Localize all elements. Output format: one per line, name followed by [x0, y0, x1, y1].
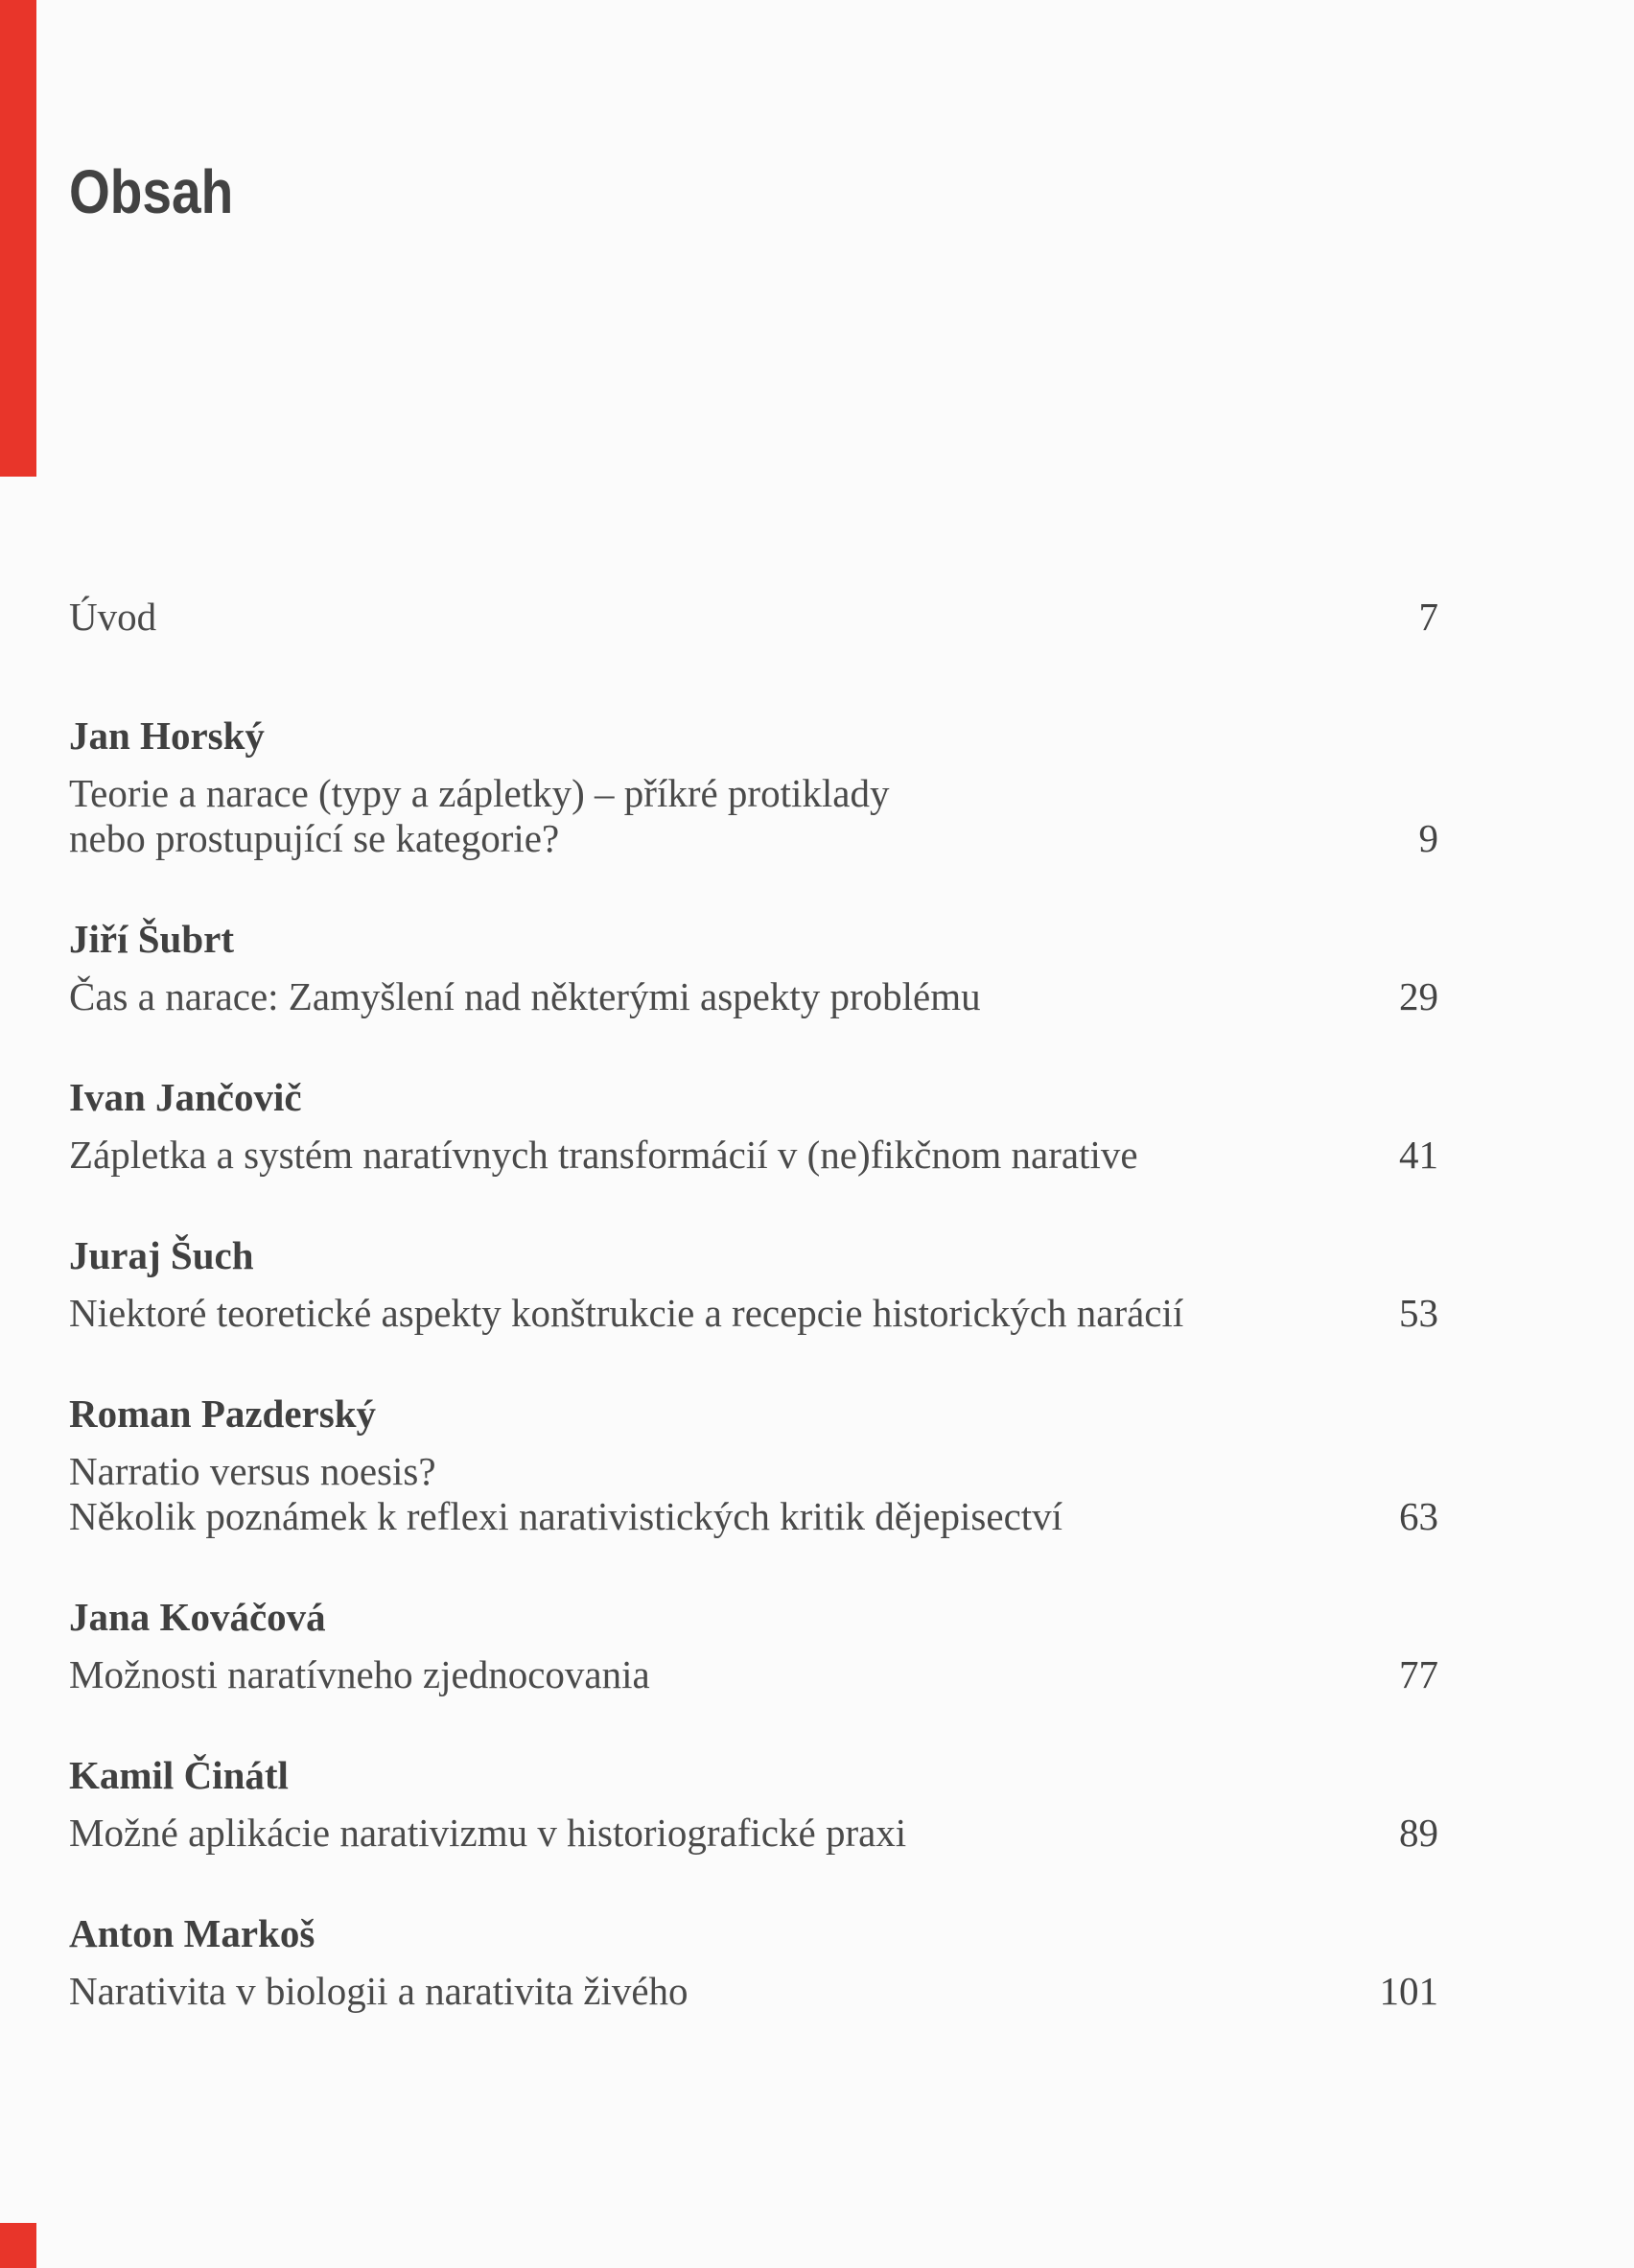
- page-title: Obsah: [69, 157, 234, 226]
- toc-entry-title-line: Úvod: [69, 595, 157, 639]
- red-cover-edge-bottom: [0, 2223, 36, 2268]
- toc-entry-author: Juraj Šuch: [69, 1233, 254, 1277]
- toc-entry: [69, 595, 1438, 640]
- toc-entry-title-line: Niektoré teoretické aspekty konštrukcie a recepcie historických narácií: [69, 1291, 1184, 1335]
- toc-entry-title-line: Možnosti naratívneho zjednocovania: [69, 1652, 650, 1696]
- red-cover-edge-top: [0, 0, 36, 477]
- toc-entry-page-number: 7: [1418, 595, 1438, 639]
- toc-entry-author: Jiří Šubrt: [69, 917, 234, 961]
- toc-entry-title-line: Možné aplikácie narativizmu v historiografické praxi: [69, 1811, 907, 1855]
- toc-entry-title-line: Čas a narace: Zamyšlení nad některými aspekty problému: [69, 974, 981, 1018]
- toc-entry: [69, 713, 1438, 861]
- toc-entry-page-number: 63: [1399, 1494, 1438, 1538]
- toc-entry-text: [69, 1595, 1361, 1697]
- toc-entry-text: [69, 1391, 1361, 1539]
- toc-entry: [69, 1391, 1438, 1539]
- toc-entry-author: Kamil Činátl: [69, 1753, 289, 1797]
- toc-entry: [69, 1753, 1438, 1856]
- toc-entry-title-line: Zápletka a systém naratívnych transformácií v (ne)fikčnom narative: [69, 1133, 1138, 1177]
- toc-entry-title-line: Několik poznámek k reflexi narativistických kritik dějepisectví: [69, 1494, 1063, 1538]
- toc-entry-text: [69, 1911, 1342, 2014]
- toc-entry-page-number: 89: [1399, 1811, 1438, 1855]
- toc-entry-author: Ivan Jančovič: [69, 1075, 302, 1119]
- toc-entry: [69, 1075, 1438, 1178]
- toc-entry-author: Jana Kováčová: [69, 1595, 326, 1639]
- toc-entry: [69, 1595, 1438, 1697]
- toc-entry-page-number: 29: [1399, 974, 1438, 1018]
- toc-entry: [69, 917, 1438, 1019]
- toc-entry-title-line: Narratio versus noesis?: [69, 1449, 436, 1493]
- toc-list: [69, 595, 1438, 2069]
- toc-entry-page-number: 77: [1399, 1652, 1438, 1696]
- toc-entry-page-number: 101: [1379, 1969, 1438, 2013]
- toc-entry-title-line: Narativita v biologii a narativita živého: [69, 1969, 689, 2013]
- toc-entry-author: Jan Horský: [69, 713, 265, 758]
- toc-entry-text: [69, 1753, 1361, 1856]
- toc-entry-author: Anton Markoš: [69, 1911, 315, 1955]
- toc-entry-text: [69, 595, 1381, 640]
- toc-entry-text: [69, 1075, 1361, 1178]
- toc-entry-text: [69, 917, 1361, 1019]
- toc-entry-text: [69, 1233, 1361, 1336]
- toc-entry-author: Roman Pazderský: [69, 1391, 377, 1436]
- toc-entry-title-line: nebo prostupující se kategorie?: [69, 816, 560, 860]
- toc-entry: [69, 1233, 1438, 1336]
- toc-entry: [69, 1911, 1438, 2014]
- toc-entry-title-line: Teorie a narace (typy a zápletky) – příkré protiklady: [69, 771, 890, 815]
- toc-entry-text: [69, 713, 1381, 861]
- toc-entry-page-number: 53: [1399, 1291, 1438, 1335]
- toc-entry-page-number: 41: [1399, 1133, 1438, 1177]
- toc-entry-page-number: 9: [1418, 816, 1438, 860]
